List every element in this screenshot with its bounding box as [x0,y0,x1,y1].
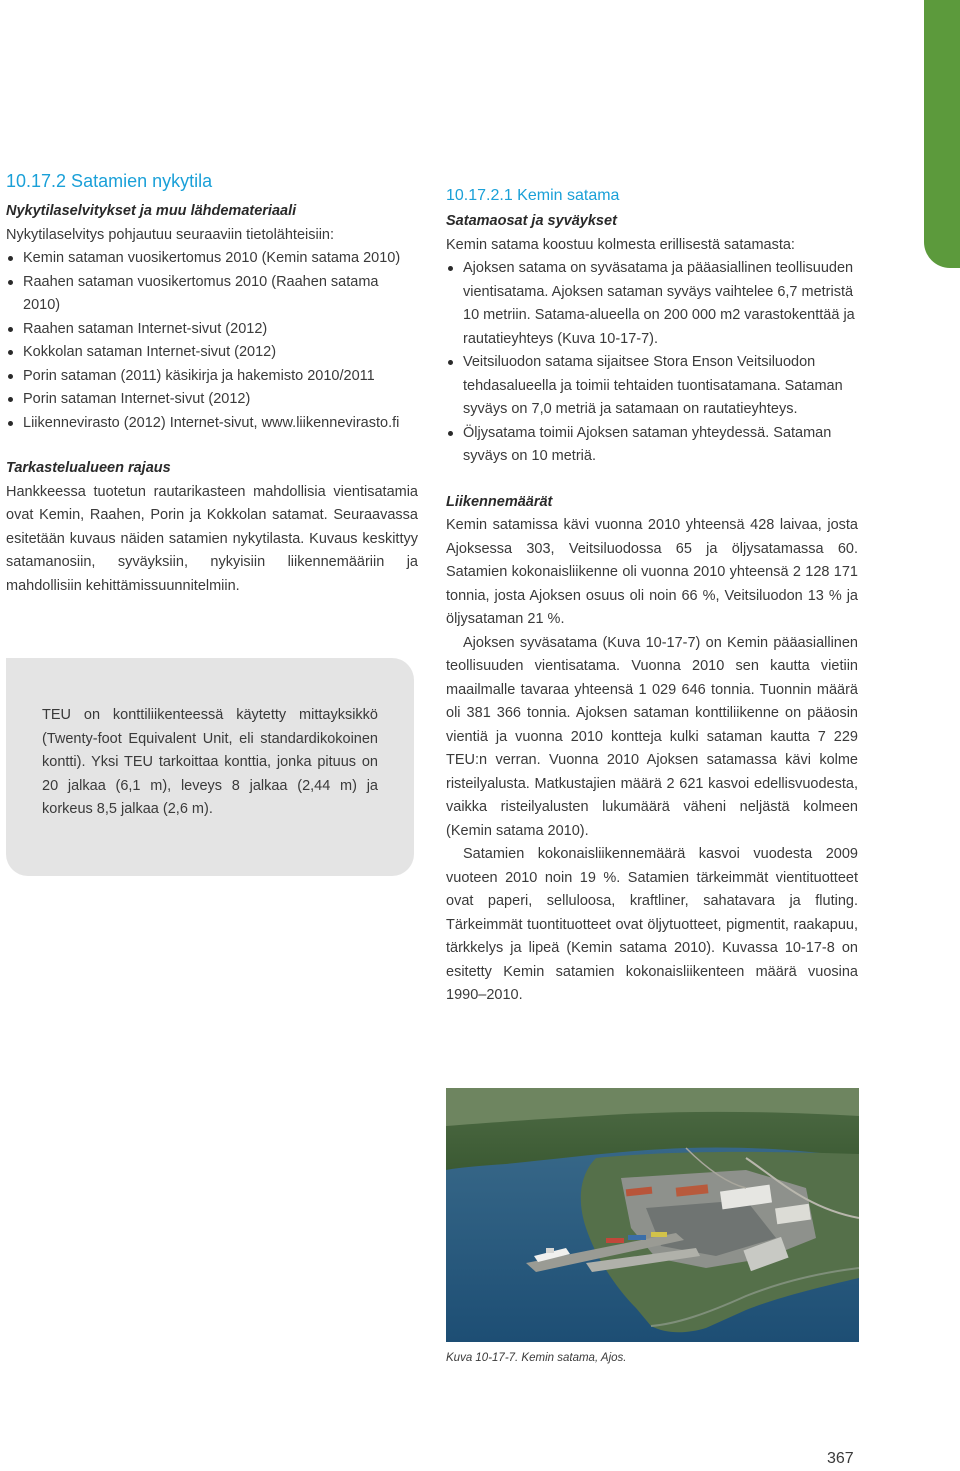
traffic-paragraph-1: Kemin satamissa kävi vuonna 2010 yhteensä 428 laivaa, josta Ajoksessa 303, Veitsiluodossa 65 ja öljysatamassa 60. Satamien kokonaisliikenne oli vuonna 2010 yhteensä 2 128 171 tonnia, josta Ajoksen osuus oli noin 66 %, Veitsiluodon 13 % ja öljysataman 21 %. [446,517,858,627]
parts-list [446,257,858,469]
list-item: Kemin sataman vuosikertomus 2010 (Kemin satama 2010) [6,247,418,271]
page-number: 367 [827,1450,854,1467]
list-item: Raahen sataman Internet-sivut (2012) [6,318,418,342]
teu-info-box [6,658,414,876]
port-aerial-photo [446,1088,859,1342]
traffic-heading: Liikennemäärät [446,493,553,510]
parts-heading: Satamaosat ja syväykset [446,213,617,229]
chapter-tab [924,0,960,268]
parts-intro: Kemin satama koostuu kolmesta erillisestä satamasta: [446,236,795,253]
section-title: 10.17.2 Satamien nykytila [6,171,213,191]
left-column [6,168,418,598]
sources-list [6,247,418,435]
sources-heading: Nykytilaselvitykset ja muu lähdemateriaali [6,203,297,219]
list-item: Veitsiluodon satama sijaitsee Stora Enson Veitsiluodon tehdasalueella ja toimii tehtaiden tuontisatamana. Sataman syväys on 7,0 metriä ja satamaan on rautatieyhteys. [446,351,858,422]
list-item: Porin sataman Internet-sivut (2012) [6,388,418,412]
list-item: Porin sataman (2011) käsikirja ja hakemisto 2010/2011 [6,365,418,389]
list-item: Ajoksen satama on syväsatama ja pääasiallinen teollisuuden vientisatama. Ajoksen sataman syväys vaihtelee 6,7 metristä 10 metriin. Satama-alueella on 200 000 m2 varastokenttää ja rautatieyhteys (Kuva 10-17-7). [446,257,858,351]
scope-heading: Tarkastelualueen rajaus [6,460,171,476]
traffic-paragraph-3: Satamien kokonaisliikennemäärä kasvoi vuodesta 2009 vuoteen 2010 noin 19 %. Satamien tärkeimmät vientituotteet ovat paperi, selluloosa, kraftliner, sahatavara ja fluting. Tärkeimmät tuontituotteet ovat öljytuotteet, pigmentit, raakapuu, tärkkelys ja lipeä (Kemin satama 2010). Kuvassa 10-17-8 on esitetty Kemin satamien kokonaisliikenteen määrä vuosina 1990–2010. [446,846,858,1003]
traffic-paragraph-2: Ajoksen syväsatama (Kuva 10-17-7) on Kemin pääasiallinen teollisuuden vientisatama. Vuonna 2010 sen kautta vietiin maailmalle tavaraa yhteensä 1 029 646 tonnia. Tuonnin määrä oli 381 366 tonnia. Ajoksen sataman konttiliikenne on pääosin vientiä ja vuonna 2010 kontteja kulki sataman kautta 7 229 TEU:n verran. Vuonna 2010 Ajoksen satamassa kävi kolme risteilyalusta. Matkustajien määrä 2 621 kasvoi edellisvuodesta, vaikka risteilyalusten lukumäärä väheni neljästä kolmeen (Kemin satama 2010). [446,634,858,839]
sources-intro: Nykytilaselvitys pohjautuu seuraaviin tietolähteisiin: [6,226,335,243]
teu-box-text: TEU on konttiliikenteessä käytetty mittayksikkö (Twenty-foot Equivalent Unit, eli standardikokoinen kontti). Yksi TEU tarkoittaa konttia, jonka pituus on 20 jalkaa (6,1 m), leveys 8 jalkaa (2,44 m) ja korkeus 8,5 jalkaa (2,6 m). [42,707,378,817]
list-item: Öljysatama toimii Ajoksen sataman yhteydessä. Sataman syväys on 10 metriä. [446,422,858,469]
photo-caption: Kuva 10-17-7. Kemin satama, Ajos. [446,1352,627,1364]
list-item: Liikennevirasto (2012) Internet-sivut, www.liikennevirasto.fi [6,412,418,436]
list-item: Raahen sataman vuosikertomus 2010 (Raahen satama 2010) [6,271,418,318]
list-item: Kokkolan sataman Internet-sivut (2012) [6,341,418,365]
scope-paragraph: Hankkeessa tuotetun rautarikasteen mahdollisia vientisatamia ovat Kemin, Raahen, Porin ja Kokkolan satamat. Seuraavassa esitetään kuvaus näiden satamien nykytilasta. Kuvaus keskittyy satamanosiin, syväyksiin, nykyisiin liikennemääriin ja mahdollisiin kehittämissuunnitelmiin. [6,483,418,594]
subsection-title: 10.17.2.1 Kemin satama [446,187,620,204]
right-column [446,184,858,1008]
